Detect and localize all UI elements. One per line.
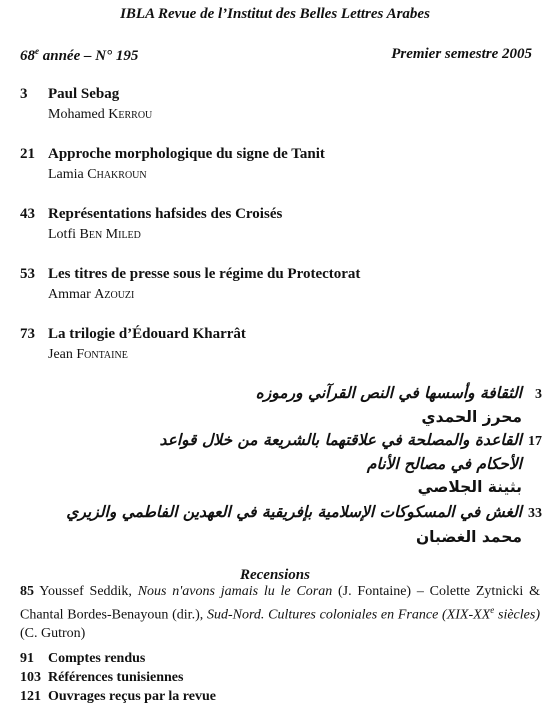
author-last: Kerrou — [108, 107, 153, 122]
article-author — [48, 107, 152, 123]
arabic-title: الثقافة وأسسها في النص القرآني ورموزه — [255, 384, 522, 402]
recensions-heading: Recensions — [239, 567, 310, 583]
author-first: Jean — [48, 347, 77, 362]
section-row — [20, 670, 183, 686]
author-first: Lamia — [48, 167, 88, 182]
article-author — [48, 287, 134, 303]
author-first: Lotfi — [48, 227, 80, 242]
section-row — [20, 651, 145, 667]
arabic-author: محمد الغضبان — [415, 528, 522, 546]
issue-rest: année – N° 195 — [39, 48, 139, 64]
arabic-title-cont: الأحكام في مصالح الأنام — [366, 455, 522, 473]
article-author — [48, 227, 141, 243]
page-number: 91 — [20, 651, 34, 666]
article-author — [48, 347, 128, 363]
issue-number — [20, 46, 138, 65]
page-number: 43 — [20, 206, 35, 222]
page-number: 21 — [20, 146, 35, 162]
page-number: 121 — [20, 689, 41, 704]
recensions-body — [20, 583, 540, 643]
section-label: Références tunisiennes — [48, 670, 184, 685]
page-number: 103 — [20, 670, 41, 685]
rec-title2: Sud-Nord. Cultures coloniales en France (XIX-XX — [206, 607, 491, 623]
author-last: Ben Miled — [79, 227, 141, 242]
page-number: 53 — [20, 266, 35, 282]
page-number: 73 — [20, 326, 35, 342]
article-author — [48, 167, 147, 183]
article-title: Paul Sebag — [48, 86, 120, 102]
author-last: Fontaine — [76, 347, 128, 362]
issue-sup: e — [35, 46, 39, 56]
section-row — [20, 689, 216, 705]
rec-reviewer2: (C. Gutron) — [20, 625, 86, 641]
rec-author1: Youssef Seddik, — [34, 584, 138, 599]
page-number: 3 — [535, 387, 542, 402]
rec-reviewer1: (J. Fontaine) – Colette Zytnicki & Chantal Bordes-Benayoun (dir.), — [20, 584, 540, 623]
journal-title: IBLA Revue de l’Institut des Belles Lettres Arabes — [120, 6, 430, 22]
page-number: 3 — [20, 86, 28, 102]
rec-title1: Nous n'avons jamais lu le Coran — [137, 584, 333, 599]
issue-prefix: 68 — [20, 48, 35, 64]
page-number: 17 — [528, 434, 542, 449]
section-label: Comptes rendus — [48, 651, 146, 666]
rec-title2-end: siècles) — [494, 607, 540, 623]
recensions-page: 85 — [20, 584, 34, 599]
arabic-title: القاعدة والمصلحة في علاقتهما بالشريعة من خلال قواعد — [159, 431, 522, 449]
arabic-title: الغش في المسكوكات الإسلامية بإفريقية في العهدين الفاطمي والزيري — [66, 503, 522, 521]
arabic-author: بثينة الجلاصي — [417, 478, 522, 496]
rec-title2-sup: e — [490, 605, 495, 615]
arabic-author: محرز الحمدي — [421, 408, 522, 426]
section-label: Ouvrages reçus par la revue — [48, 689, 216, 704]
author-first: Ammar — [48, 287, 95, 302]
page-number: 33 — [528, 506, 542, 521]
author-last: Chakroun — [87, 167, 147, 182]
semester: Premier semestre 2005 — [391, 46, 532, 62]
article-title: La trilogie d’Édouard Kharrât — [48, 326, 246, 342]
article-title: Approche morphologique du signe de Tanit — [48, 146, 325, 162]
author-last: Azouzi — [94, 287, 135, 302]
author-first: Mohamed — [48, 107, 109, 122]
article-title: Représentations hafsides des Croisés — [48, 206, 283, 222]
article-title: Les titres de presse sous le régime du Protectorat — [48, 266, 361, 282]
